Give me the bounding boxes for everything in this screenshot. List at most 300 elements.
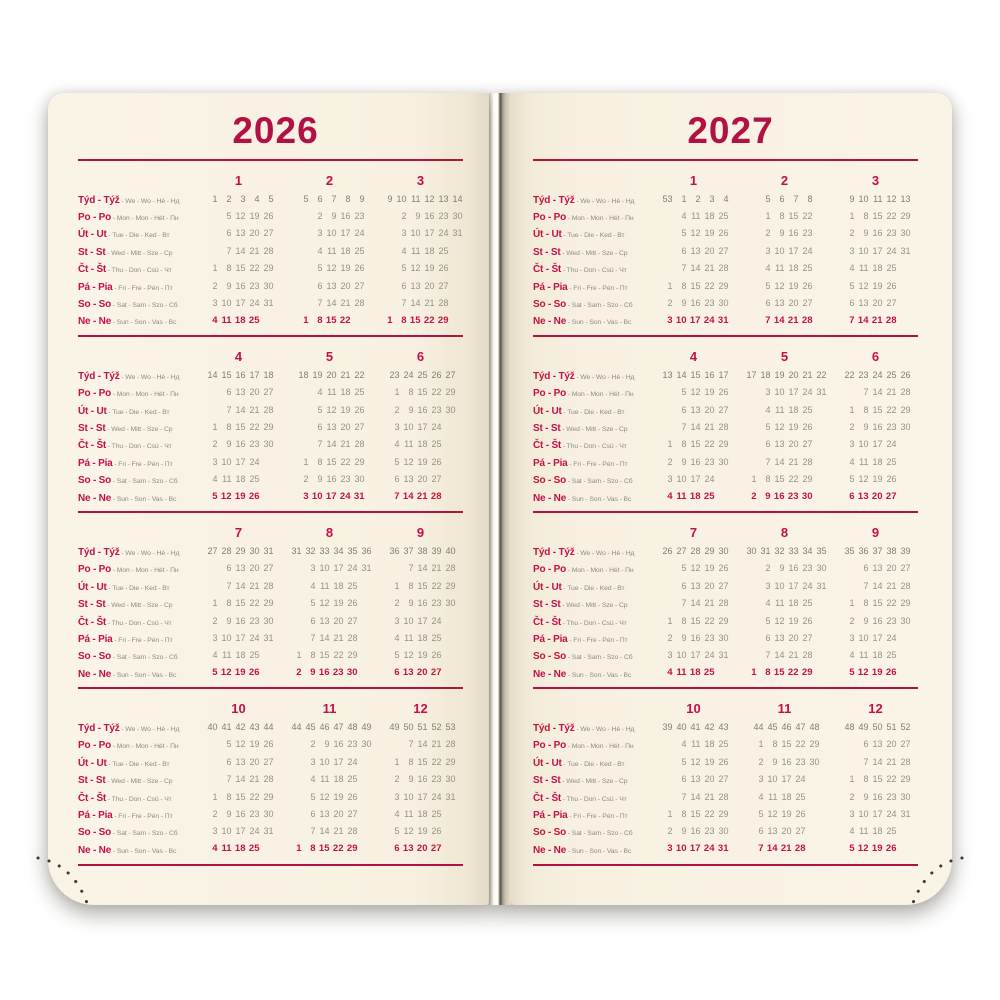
day-cell: 1 [765, 211, 771, 222]
day-cell: 26 [718, 563, 729, 574]
month-slot [378, 826, 463, 836]
day-cell: 21 [431, 739, 442, 750]
day-cell: 30 [361, 739, 372, 750]
day-cell: 2 [758, 756, 764, 767]
month-number: 1 [234, 173, 243, 188]
day-cell: 12 [410, 263, 421, 274]
day-cell: 7 [226, 774, 232, 785]
day-cell: 3 [394, 615, 400, 626]
calendar-row-sat [78, 647, 473, 664]
day-cell: 25 [249, 474, 260, 485]
week-number-cell: 4 [254, 193, 260, 204]
day-cell: 8 [310, 843, 316, 855]
week-number-cell: 30 [249, 545, 260, 556]
day-cell: 5 [765, 615, 771, 626]
month-number: 6 [416, 349, 425, 365]
quarter-block [78, 161, 473, 335]
day-cell: 25 [347, 774, 358, 785]
day-cell: 26 [431, 650, 442, 661]
month-slot [742, 616, 827, 626]
month-slot [742, 457, 827, 467]
day-cell: 23 [332, 667, 344, 679]
day-cell: 21 [249, 245, 260, 256]
month-slot [287, 405, 372, 415]
day-cell [659, 263, 673, 273]
day-cell: 31 [361, 563, 372, 574]
month-slot [378, 315, 463, 326]
day-cell: 14 [690, 791, 701, 802]
day-label-primary: Po - Po [78, 212, 112, 224]
month-slot [287, 650, 372, 660]
day-cell: 18 [788, 404, 799, 415]
month-slot [651, 173, 736, 188]
month-number: 7 [234, 525, 243, 541]
day-cell: 7 [310, 632, 316, 643]
day-label [533, 383, 645, 401]
month-slot [196, 422, 281, 432]
day-cell [358, 598, 372, 608]
day-cell: 29 [346, 843, 358, 855]
day-cell: 4 [681, 211, 687, 222]
day-cell: 3 [667, 474, 673, 485]
day-cell: 27 [430, 843, 442, 855]
day-cell [442, 422, 456, 432]
week-number-cell: 18 [263, 369, 274, 380]
day-cell: 10 [675, 314, 687, 326]
month-number: 3 [871, 173, 880, 188]
day-cell: 3 [317, 228, 323, 239]
day-label [78, 629, 190, 647]
day-cell [659, 739, 673, 749]
day-label-primary: Po - Po [78, 388, 112, 400]
week-number-cell: 19 [774, 369, 785, 380]
day-cell: 5 [401, 263, 407, 274]
day-cell: 1 [751, 667, 757, 679]
day-cell: 6 [765, 632, 771, 643]
day-cell: 24 [354, 228, 365, 239]
week-number-cell: 45 [305, 722, 316, 733]
day-cell: 22 [340, 456, 351, 467]
day-cell [295, 387, 309, 397]
day-label-translations: - Thu - Don - Csü - Чт [106, 267, 172, 275]
day-cell: 20 [704, 774, 715, 785]
calendar-row-mon [533, 384, 928, 401]
month-slot [287, 774, 372, 784]
day-cell: 27 [900, 563, 911, 574]
day-label-primary: St - St [78, 775, 106, 787]
day-cell [743, 387, 757, 397]
quarter-block [533, 161, 928, 335]
day-cell: 13 [319, 809, 330, 820]
week-number-cell: 6 [779, 193, 785, 204]
day-cell: 3 [212, 632, 218, 643]
day-cell: 21 [249, 404, 260, 415]
month-slot [287, 633, 372, 643]
week-number-cell: 40 [445, 545, 456, 556]
month-slot [196, 701, 281, 716]
day-cell: 24 [704, 650, 715, 661]
day-cell: 15 [417, 580, 428, 591]
day-cell: 27 [354, 421, 365, 432]
calendar-row-sun [78, 664, 473, 681]
day-cell [897, 667, 911, 678]
day-cell: 1 [751, 474, 757, 485]
day-cell: 5 [317, 404, 323, 415]
day-cell: 20 [416, 667, 428, 679]
day-cell: 27 [802, 632, 813, 643]
month-slot [833, 228, 918, 238]
day-cell: 18 [872, 456, 883, 467]
day-cell: 4 [849, 650, 855, 661]
day-cell: 11 [404, 632, 414, 643]
week-number-cell: 37 [403, 545, 414, 556]
day-label-translations: - Thu - Don - Csü - Чт [106, 795, 172, 803]
day-cell: 14 [766, 843, 778, 855]
week-number-cell: 49 [858, 722, 869, 733]
day-cell: 26 [802, 280, 813, 291]
day-label-primary: Týd - Týž [533, 194, 575, 206]
calendar-row-fri [533, 805, 928, 822]
month-slot [378, 281, 463, 291]
day-cell: 8 [310, 650, 316, 661]
day-cell: 15 [788, 211, 799, 222]
day-cell: 10 [221, 632, 232, 643]
day-cell: 5 [681, 387, 687, 398]
day-cell: 18 [788, 263, 799, 274]
month-slot [742, 598, 827, 608]
day-cell [288, 633, 302, 643]
month-slot [196, 281, 281, 291]
month-slot [196, 722, 281, 732]
week-number-cell: 53 [445, 722, 456, 733]
day-cell: 21 [788, 456, 799, 467]
day-cell: 15 [872, 598, 883, 609]
day-cell: 28 [430, 491, 442, 503]
day-cell: 10 [221, 456, 232, 467]
day-cell: 26 [802, 421, 813, 432]
day-cell: 31 [263, 826, 274, 837]
day-cell: 5 [849, 843, 855, 855]
day-cell: 24 [802, 245, 813, 256]
day-cell: 13 [872, 563, 883, 574]
day-cell [288, 809, 302, 819]
day-label [533, 629, 645, 647]
month-slot [742, 491, 827, 502]
day-cell: 27 [430, 667, 442, 679]
day-cell [204, 228, 218, 238]
day-cell: 11 [691, 739, 701, 750]
day-label-translations: - Sat - Sam - Szo - Сб [566, 654, 633, 662]
day-cell: 12 [774, 280, 785, 291]
day-cell: 31 [717, 314, 729, 326]
corner-stitching-icon [895, 845, 965, 907]
day-cell: 6 [317, 280, 323, 291]
day-cell: 21 [788, 650, 799, 661]
calendar-row-mon [533, 207, 928, 224]
day-label [78, 418, 190, 436]
day-cell: 13 [235, 563, 246, 574]
day-cell: 4 [765, 263, 771, 274]
day-cell [288, 792, 302, 802]
day-cell: 23 [431, 598, 442, 609]
week-number-cell: 10 [858, 193, 869, 204]
day-cell: 14 [417, 563, 428, 574]
day-cell: 23 [347, 739, 358, 750]
divider-rule [78, 864, 463, 866]
month-slot [196, 774, 281, 784]
day-cell [806, 809, 820, 819]
day-label-translations: - Sat - Sam - Szo - Сб [111, 302, 178, 310]
month-number: 2 [325, 173, 334, 188]
day-cell [659, 211, 673, 221]
day-cell: 14 [319, 826, 330, 837]
day-label [533, 840, 645, 858]
month-slot [378, 457, 463, 467]
day-cell: 17 [872, 809, 883, 820]
day-cell: 14 [402, 491, 414, 503]
day-label-translations: - Fri - Fre - Pén - Пт [567, 636, 628, 644]
day-cell: 28 [802, 650, 813, 661]
day-cell: 21 [704, 263, 715, 274]
month-slot [833, 546, 918, 556]
day-cell: 9 [779, 228, 785, 239]
month-slot [287, 422, 372, 432]
week-number-cell: 1 [212, 193, 218, 204]
month-slot [742, 650, 827, 660]
day-cell: 3 [212, 298, 218, 309]
day-label-primary: Pá - Pia [533, 281, 568, 293]
week-number-cell: 3 [240, 193, 246, 204]
year-title-2026: 2026 [232, 110, 319, 151]
week-number-cell: 15 [221, 369, 232, 380]
day-cell: 1 [667, 615, 673, 626]
day-cell: 6 [394, 667, 400, 679]
day-cell: 23 [886, 791, 897, 802]
day-cell: 29 [802, 474, 813, 485]
day-cell: 22 [332, 843, 344, 855]
week-number-cell: 14 [207, 369, 218, 380]
day-cell: 18 [788, 598, 799, 609]
day-cell: 17 [417, 791, 428, 802]
month-slot [378, 370, 463, 380]
month-slot [287, 211, 372, 221]
day-label-primary: Čt - Št [78, 792, 107, 804]
day-cell: 19 [249, 739, 260, 750]
day-label-primary: Po - Po [533, 740, 567, 752]
month-slot [833, 563, 918, 573]
divider-rule [533, 864, 918, 866]
day-cell: 25 [431, 809, 442, 820]
day-cell: 13 [774, 439, 785, 450]
day-label-translations: - Wed - Mitt - Sze - Ср [105, 426, 173, 433]
day-label [78, 753, 190, 771]
day-cell: 28 [718, 421, 729, 432]
day-cell: 7 [681, 421, 687, 432]
week-number-cell: 27 [445, 369, 456, 380]
day-cell: 18 [872, 826, 883, 837]
quarter-block [78, 689, 473, 863]
day-label-translations: - Wed - Mitt - Sze - Ср [105, 778, 173, 786]
month-slot [196, 349, 281, 364]
day-label [78, 488, 190, 506]
month-slot [196, 405, 281, 415]
day-cell: 27 [718, 404, 729, 415]
month-slot [287, 757, 372, 767]
day-cell: 2 [849, 615, 855, 626]
week-number-cell: 16 [235, 369, 246, 380]
day-cell [813, 439, 827, 449]
month-slot [196, 211, 281, 221]
day-cell: 17 [417, 615, 428, 626]
month-slot [742, 563, 827, 573]
month-slot [742, 173, 827, 188]
day-cell: 28 [802, 456, 813, 467]
calendar-row-fri [533, 453, 928, 470]
day-cell: 1 [667, 280, 673, 291]
day-cell: 14 [410, 298, 421, 309]
day-cell [204, 757, 218, 767]
day-cell [659, 598, 673, 608]
day-cell: 23 [704, 298, 715, 309]
week-number-cell: 9 [387, 193, 393, 204]
day-label [78, 805, 190, 823]
month-slot [651, 228, 736, 238]
day-cell: 26 [886, 474, 897, 485]
day-label-translations: - We - Wo - Hé - Нд [119, 549, 180, 557]
day-cell: 7 [765, 314, 771, 326]
day-cell: 3 [303, 491, 309, 503]
week-number-cell: 14 [452, 193, 463, 204]
day-cell: 7 [401, 298, 407, 309]
day-cell: 16 [417, 774, 428, 785]
day-cell: 25 [354, 245, 365, 256]
day-label-translations: - Fri - Fre - Pén - Пт [567, 460, 628, 468]
week-number-cell: 35 [844, 545, 855, 556]
day-label [78, 366, 190, 384]
day-cell: 19 [871, 667, 883, 679]
day-cell [897, 263, 911, 273]
day-cell [358, 616, 372, 626]
day-cell: 12 [690, 228, 701, 239]
month-number: 12 [413, 701, 428, 717]
day-cell: 10 [774, 580, 785, 591]
day-cell: 17 [872, 632, 883, 643]
day-cell: 16 [340, 211, 351, 222]
day-cell: 4 [401, 245, 407, 256]
day-label [533, 259, 645, 277]
day-cell: 30 [801, 491, 813, 503]
day-label [78, 594, 190, 612]
calendar-row-fri [78, 453, 473, 470]
day-label [533, 559, 645, 577]
month-header-row [533, 518, 928, 542]
day-cell: 13 [402, 667, 414, 679]
day-cell: 20 [417, 474, 428, 485]
day-cell: 30 [263, 615, 274, 626]
week-number-cell: 17 [249, 369, 260, 380]
day-cell: 26 [263, 739, 274, 750]
day-cell: 10 [858, 439, 869, 450]
month-slot [196, 598, 281, 608]
day-cell: 16 [326, 474, 337, 485]
day-cell: 6 [765, 439, 771, 450]
day-cell: 10 [311, 491, 323, 503]
week-number-cell: 38 [886, 545, 897, 556]
day-cell: 25 [431, 439, 442, 450]
month-number: 6 [871, 349, 880, 365]
day-cell: 11 [859, 456, 869, 467]
day-cell: 23 [249, 280, 260, 291]
day-cell: 8 [317, 314, 323, 326]
day-cell: 4 [765, 404, 771, 415]
day-cell: 1 [212, 421, 218, 432]
day-cell [659, 246, 673, 256]
day-cell: 18 [689, 491, 701, 503]
day-cell: 2 [394, 774, 400, 785]
day-cell: 18 [424, 245, 435, 256]
day-cell: 31 [452, 228, 463, 239]
week-number-cell: 51 [886, 722, 897, 733]
week-number-cell: 50 [872, 722, 883, 733]
day-cell: 10 [403, 615, 414, 626]
calendar-row-fri [78, 277, 473, 294]
day-cell: 6 [394, 474, 400, 485]
day-cell [813, 491, 827, 502]
month-slot [833, 701, 918, 716]
month-slot [833, 173, 918, 188]
day-cell: 6 [226, 756, 232, 767]
day-cell: 26 [354, 263, 365, 274]
day-cell: 12 [690, 756, 701, 767]
day-cell [379, 298, 393, 308]
week-number-cell: 51 [417, 722, 428, 733]
calendar-row-week [78, 366, 473, 383]
day-cell: 5 [681, 563, 687, 574]
day-cell: 25 [886, 826, 897, 837]
month-slot [833, 757, 918, 767]
day-cell: 11 [327, 387, 337, 398]
day-cell: 17 [689, 314, 701, 326]
month-slot [196, 439, 281, 449]
day-cell [204, 246, 218, 256]
month-slot [196, 792, 281, 802]
day-cell: 11 [404, 439, 414, 450]
calendar-row-wed [533, 242, 928, 259]
day-cell: 8 [408, 756, 414, 767]
day-cell: 9 [681, 826, 687, 837]
day-label [78, 401, 190, 419]
day-label-translations: - Tue - Die - Ked - Вт [561, 408, 625, 416]
month-slot [196, 581, 281, 591]
month-slot [742, 739, 827, 749]
day-label [533, 594, 645, 612]
month-slot [196, 194, 281, 204]
day-cell: 2 [212, 280, 218, 291]
day-label-translations: - Fri - Fre - Pén - Пт [112, 284, 173, 292]
day-cell [288, 757, 302, 767]
calendar-row-mon [78, 384, 473, 401]
day-cell: 3 [758, 774, 764, 785]
day-cell: 30 [718, 298, 729, 309]
day-cell: 1 [212, 598, 218, 609]
day-cell: 18 [417, 809, 428, 820]
day-cell: 5 [212, 667, 218, 679]
day-cell: 31 [263, 632, 274, 643]
month-slot [378, 211, 463, 221]
month-slot [833, 774, 918, 784]
day-cell: 13 [774, 632, 785, 643]
month-slot [651, 757, 736, 767]
